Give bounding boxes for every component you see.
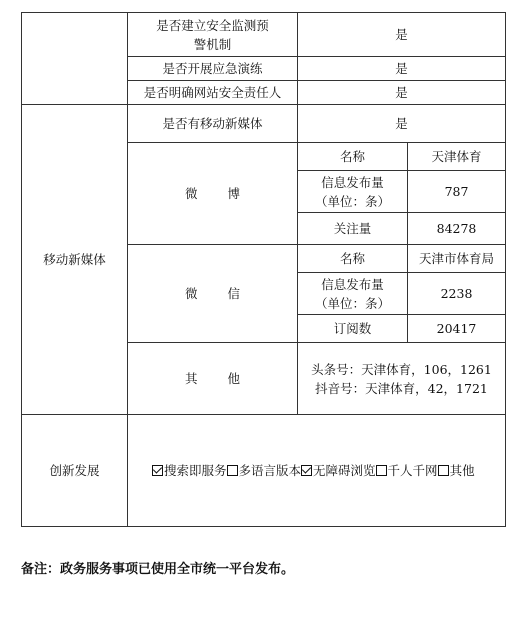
- wechat-sub-value: 20417: [408, 315, 506, 343]
- option-label: 其他: [449, 463, 475, 478]
- weibo-label: [128, 143, 298, 245]
- weibo-posts-label: 信息发布量 （单位：条）: [298, 171, 408, 213]
- other-label-text: 其他: [184, 371, 270, 386]
- other-line-2: 抖音号：天津体育，42，1721: [315, 380, 488, 396]
- checkbox-icon[interactable]: [376, 465, 387, 476]
- option-label: 搜索即服务: [164, 463, 227, 478]
- wechat-name-label: 名称: [298, 245, 408, 273]
- wechat-posts-label: 信息发布量 （单位：条）: [298, 273, 408, 315]
- weibo-follow-value: 84278: [408, 213, 506, 245]
- wechat-label: [128, 245, 298, 343]
- other-label: [128, 343, 298, 415]
- drill-label: 是否开展应急演练: [128, 57, 298, 81]
- innovation-label: 创新发展: [22, 415, 128, 527]
- weibo-name-label: 名称: [298, 143, 408, 171]
- option-search-service[interactable]: [152, 463, 227, 478]
- drill-value: 是: [298, 57, 506, 81]
- checkbox-icon[interactable]: [301, 465, 312, 476]
- weibo-follow-label: 关注量: [298, 213, 408, 245]
- checkbox-icon[interactable]: [152, 465, 163, 476]
- wechat-name-value: 天津市体育局: [408, 245, 506, 273]
- option-other[interactable]: [438, 463, 475, 478]
- option-label: 千人千网: [387, 463, 438, 478]
- option-multilingual[interactable]: [227, 463, 302, 478]
- wechat-label-text: 微信: [184, 286, 270, 301]
- weibo-posts-value: 787: [408, 171, 506, 213]
- warning-value: 是: [298, 13, 506, 57]
- wechat-sub-label: 订阅数: [298, 315, 408, 343]
- has-mobile-label: 是否有移动新媒体: [128, 105, 298, 143]
- footnote: 备注：政务服务事项已使用全市统一平台发布。: [21, 562, 295, 577]
- innovation-options: [128, 415, 506, 527]
- mobile-section-label: 移动新媒体: [22, 105, 128, 415]
- option-label: 无障碍浏览: [313, 463, 376, 478]
- responsible-label: 是否明确网站安全责任人: [128, 81, 298, 105]
- warning-label: 是否建立安全监测预警机制: [128, 13, 298, 57]
- blank-cell: [22, 13, 128, 105]
- checkbox-icon[interactable]: [227, 465, 238, 476]
- option-label: 多语言版本: [238, 463, 302, 478]
- weibo-name-value: 天津体育: [408, 143, 506, 171]
- checkbox-icon[interactable]: [438, 465, 449, 476]
- option-personalized[interactable]: [376, 463, 438, 478]
- report-table: [21, 12, 506, 527]
- other-line-1: 头条号：天津体育，106，1261: [311, 361, 492, 377]
- weibo-label-text: 微博: [184, 186, 270, 201]
- responsible-value: 是: [298, 81, 506, 105]
- option-accessibility[interactable]: [301, 463, 376, 478]
- has-mobile-value: 是: [298, 105, 506, 143]
- wechat-posts-value: 2238: [408, 273, 506, 315]
- other-value: [298, 343, 506, 415]
